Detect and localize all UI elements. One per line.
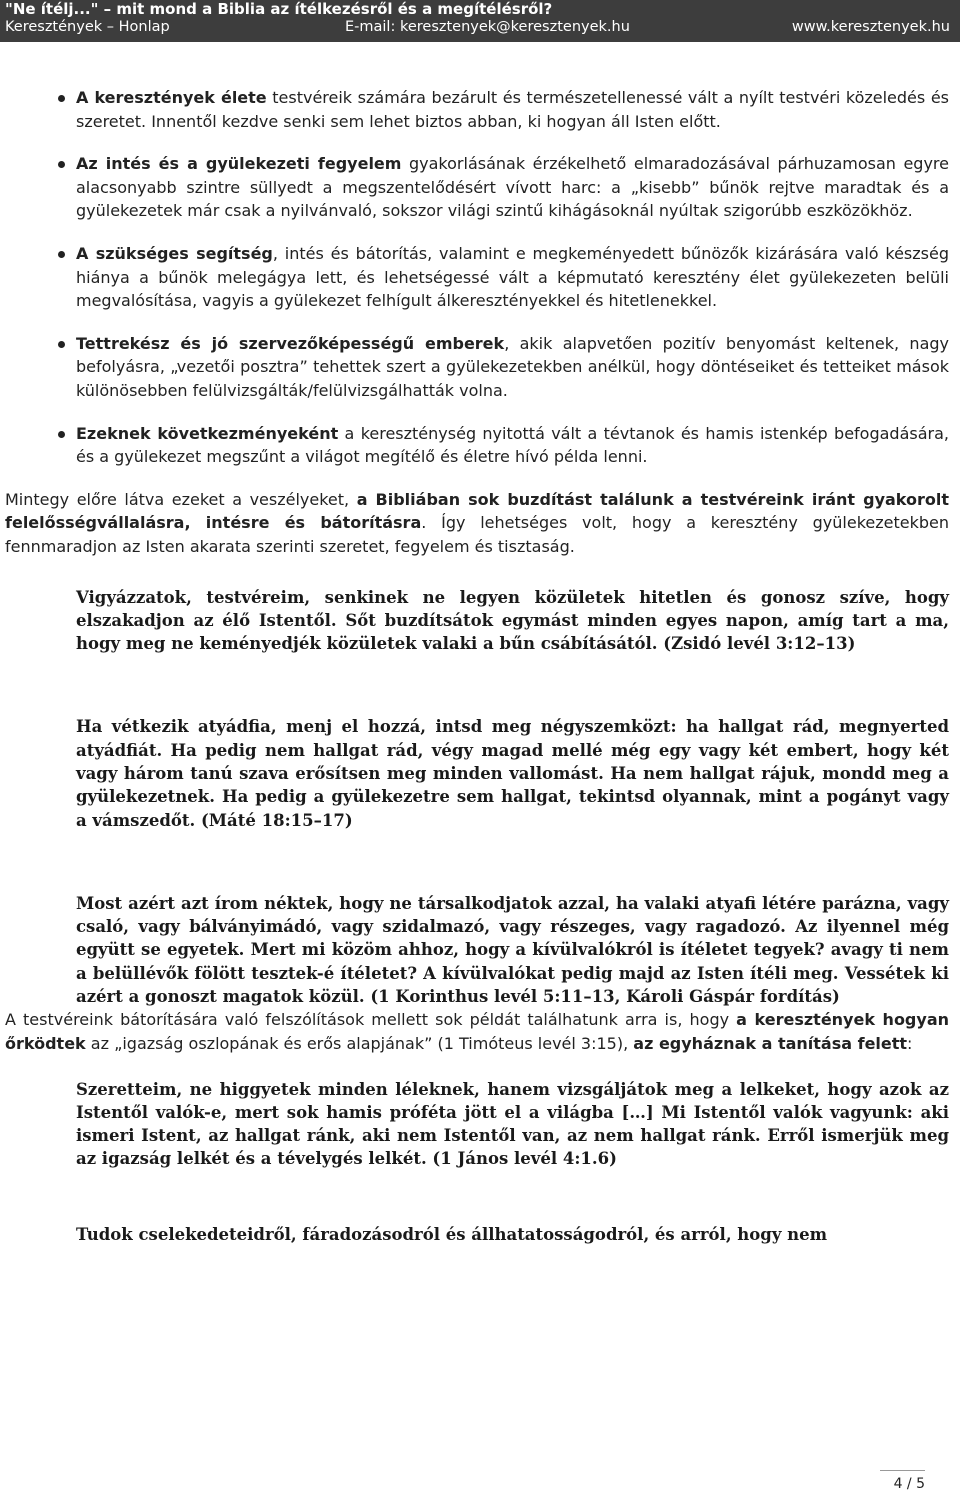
- paragraph-bold: a keresztények hogyan őrködtek: [5, 1010, 950, 1053]
- list-item-bold: A szükséges segítség: [76, 243, 273, 263]
- page-header: [0, 0, 960, 42]
- document-title: "Ne ítélj..." – mit mond a Biblia az ítélkezésről és a megítélésről?: [5, 0, 553, 18]
- paragraph-text: :: [907, 1033, 913, 1053]
- bullet-icon: [58, 251, 65, 258]
- bullet-icon: [58, 95, 65, 102]
- bible-quote-corinthians: Most azért azt írom néktek, hogy ne társalkodjatok azzal, ha valaki atyafi létére parázna, vagy csaló, vagy bálványimádó, vagy szidalmazó, vagy részeges, vagy ragadozó. Az ilyennel még együtt se egyetek. Mert mi közöm ahhoz, hogy a kívülvalókról is ítéletet tegyek? avagy ti nem a belüllévők fölött tesztek-é ítéletet? A kívülvalókat pedig majd az Isten ítéli meg. Vessétek ki azért a gonoszt magatok közül. (1 Korinthus levél 5:11–13, Károli Gáspár fordítás): [76, 893, 949, 1007]
- list-item-text: a kereszténység nyitottá vált a tévtanok és hamis istenkép befogadására, és a gyülekezet megszűnt a világot megítélő és életre hívó példa lenni.: [76, 423, 949, 467]
- list-item: [5, 86, 949, 133]
- list-item-text: , akik alapvetően pozitív benyomást keltenek, nagy befolyásra, „vezetői posztra” tehettek szert a gyülekezetekben anélkül, hogy döntéseiket és tetteiket mások különösebben felülvizsgálták/felülvizsgálhatták volna.: [76, 333, 949, 400]
- email-link[interactable]: E-mail: keresztenyek@keresztenyek.hu: [345, 19, 630, 35]
- bible-quote-revelation: Tudok cselekedeteidről, fáradozásodról és állhatatosságodról, és arról, hogy nem: [76, 1224, 828, 1244]
- paragraph-text: Mintegy előre látva ezeket a veszélyeket,: [5, 489, 357, 509]
- paragraph-text: . Így lehetséges volt, hogy a keresztény gyülekezetekben fennmaradjon az Isten akarata szerinti szeretet, fegyelem és tisztaság.: [5, 513, 949, 556]
- list-item: [5, 332, 949, 403]
- list-item: [5, 152, 949, 223]
- paragraph-text: az „igazság oszlopának és erős alapjának” (1 Timóteus levél 3:15),: [85, 1033, 634, 1053]
- bible-quote-john: Szeretteim, ne higgyetek minden léleknek, hanem vizsgáljátok meg a lelkeket, hogy azok az Istentől valók-e, mert sok hamis próféta jött el a világba […] Mi Istentől valók vagyunk: aki ismeri Istent, az hallgat ránk, aki nem Istentől van, az nem hallgat ránk. Erről ismerjük meg az igazság lelkét és a tévelygés lelkét. (1 János levél 4:1.6): [76, 1079, 949, 1169]
- bible-quote-matthew: Ha vétkezik atyádfia, menj el hozzá, intsd meg négyszemközt: ha hallgat rád, megnyerted atyádfiát. Ha pedig nem hallgat rád, végy magad mellé még egy vagy két embert, hogy két vagy három tanú szava erősítsen meg minden vallomást. Ha nem hallgat rájuk, mondd meg a gyülekezetnek. Ha pedig a gyülekezetre sem hallgat, tekintsd olyannak, mint a pogányt vagy a vámszedőt. (Máté 18:15–17): [76, 717, 949, 830]
- paragraph-intro: [5, 488, 949, 559]
- footer-divider: [880, 1470, 925, 1471]
- consequence-list: [5, 86, 949, 469]
- paragraph-bold: az egyháznak a tanítása felett: [633, 1033, 908, 1053]
- list-item: [5, 242, 949, 313]
- list-item-bold: Az intés és a gyülekezeti fegyelem: [76, 154, 402, 174]
- list-item-text: , intés és bátorítás, valamint e megkeményedett bűnözők kizárására való készség hiánya a bűnök melegágya lett, és lehetségessé vált a képmutató keresztény élet gyülekezeten belüli megvalósítása, vagyis a gyülekezet felhígult álkeresztényekkel és hitetlenekkel.: [76, 243, 949, 311]
- bullet-icon: [58, 161, 65, 168]
- home-link[interactable]: Keresztények – Honlap: [5, 19, 170, 35]
- list-item-bold: Tettrekész és jó szervezőképességű emberek: [76, 333, 505, 353]
- bullet-icon: [58, 431, 65, 438]
- list-item-text: testvéreik számára bezárult és természetellenessé vált a nyílt testvéri közeledés és szeretet. Innentől kezdve senki sem lehet biztos abban, ki hogyan áll Isten előtt.: [76, 88, 949, 131]
- website-link[interactable]: www.keresztenyek.hu: [791, 19, 950, 35]
- list-item-bold: A keresztények élete: [76, 88, 267, 107]
- list-item-text: gyakorlásának érzékelhető elmaradozásával párhuzamosan egyre alacsonyabb szintre süllyedt a megszentelődésért vívott harc: a „kisebb” bűnök rejtve maradtak és a gyülekezetek már csak a nyilvánvaló, sokszor világi szintű kihágásoknál nyúltak szigorúbb eszközökhöz.: [76, 154, 949, 221]
- paragraph-text: A testvéreink bátorítására való felszólítások mellett sok példát találhatunk arra is, hogy: [5, 1010, 737, 1030]
- bible-quote-hebrews: Vigyázzatok, testvéreim, senkinek ne legyen közületek hitetlen és gonosz szíve, hogy elszakadjon az élő Istentől. Sőt buzdítsátok egymást minden egyes napon, amíg tart a ma, hogy meg ne keményedjék közületek valaki a bűn csábításától. (Zsidó levél 3:12–13): [76, 587, 949, 654]
- list-item-bold: Ezeknek következményeként: [76, 423, 339, 443]
- paragraph-bold: a Bibliában sok buzdítást találunk a testvéreink iránt gyakorolt felelősségvállalásra, intésre és bátorításra: [5, 489, 950, 533]
- page-number: 4 / 5: [893, 1476, 925, 1492]
- paragraph-guarding: [5, 1008, 949, 1055]
- bullet-icon: [58, 341, 65, 348]
- document-body: [5, 86, 949, 1246]
- list-item: [5, 422, 949, 469]
